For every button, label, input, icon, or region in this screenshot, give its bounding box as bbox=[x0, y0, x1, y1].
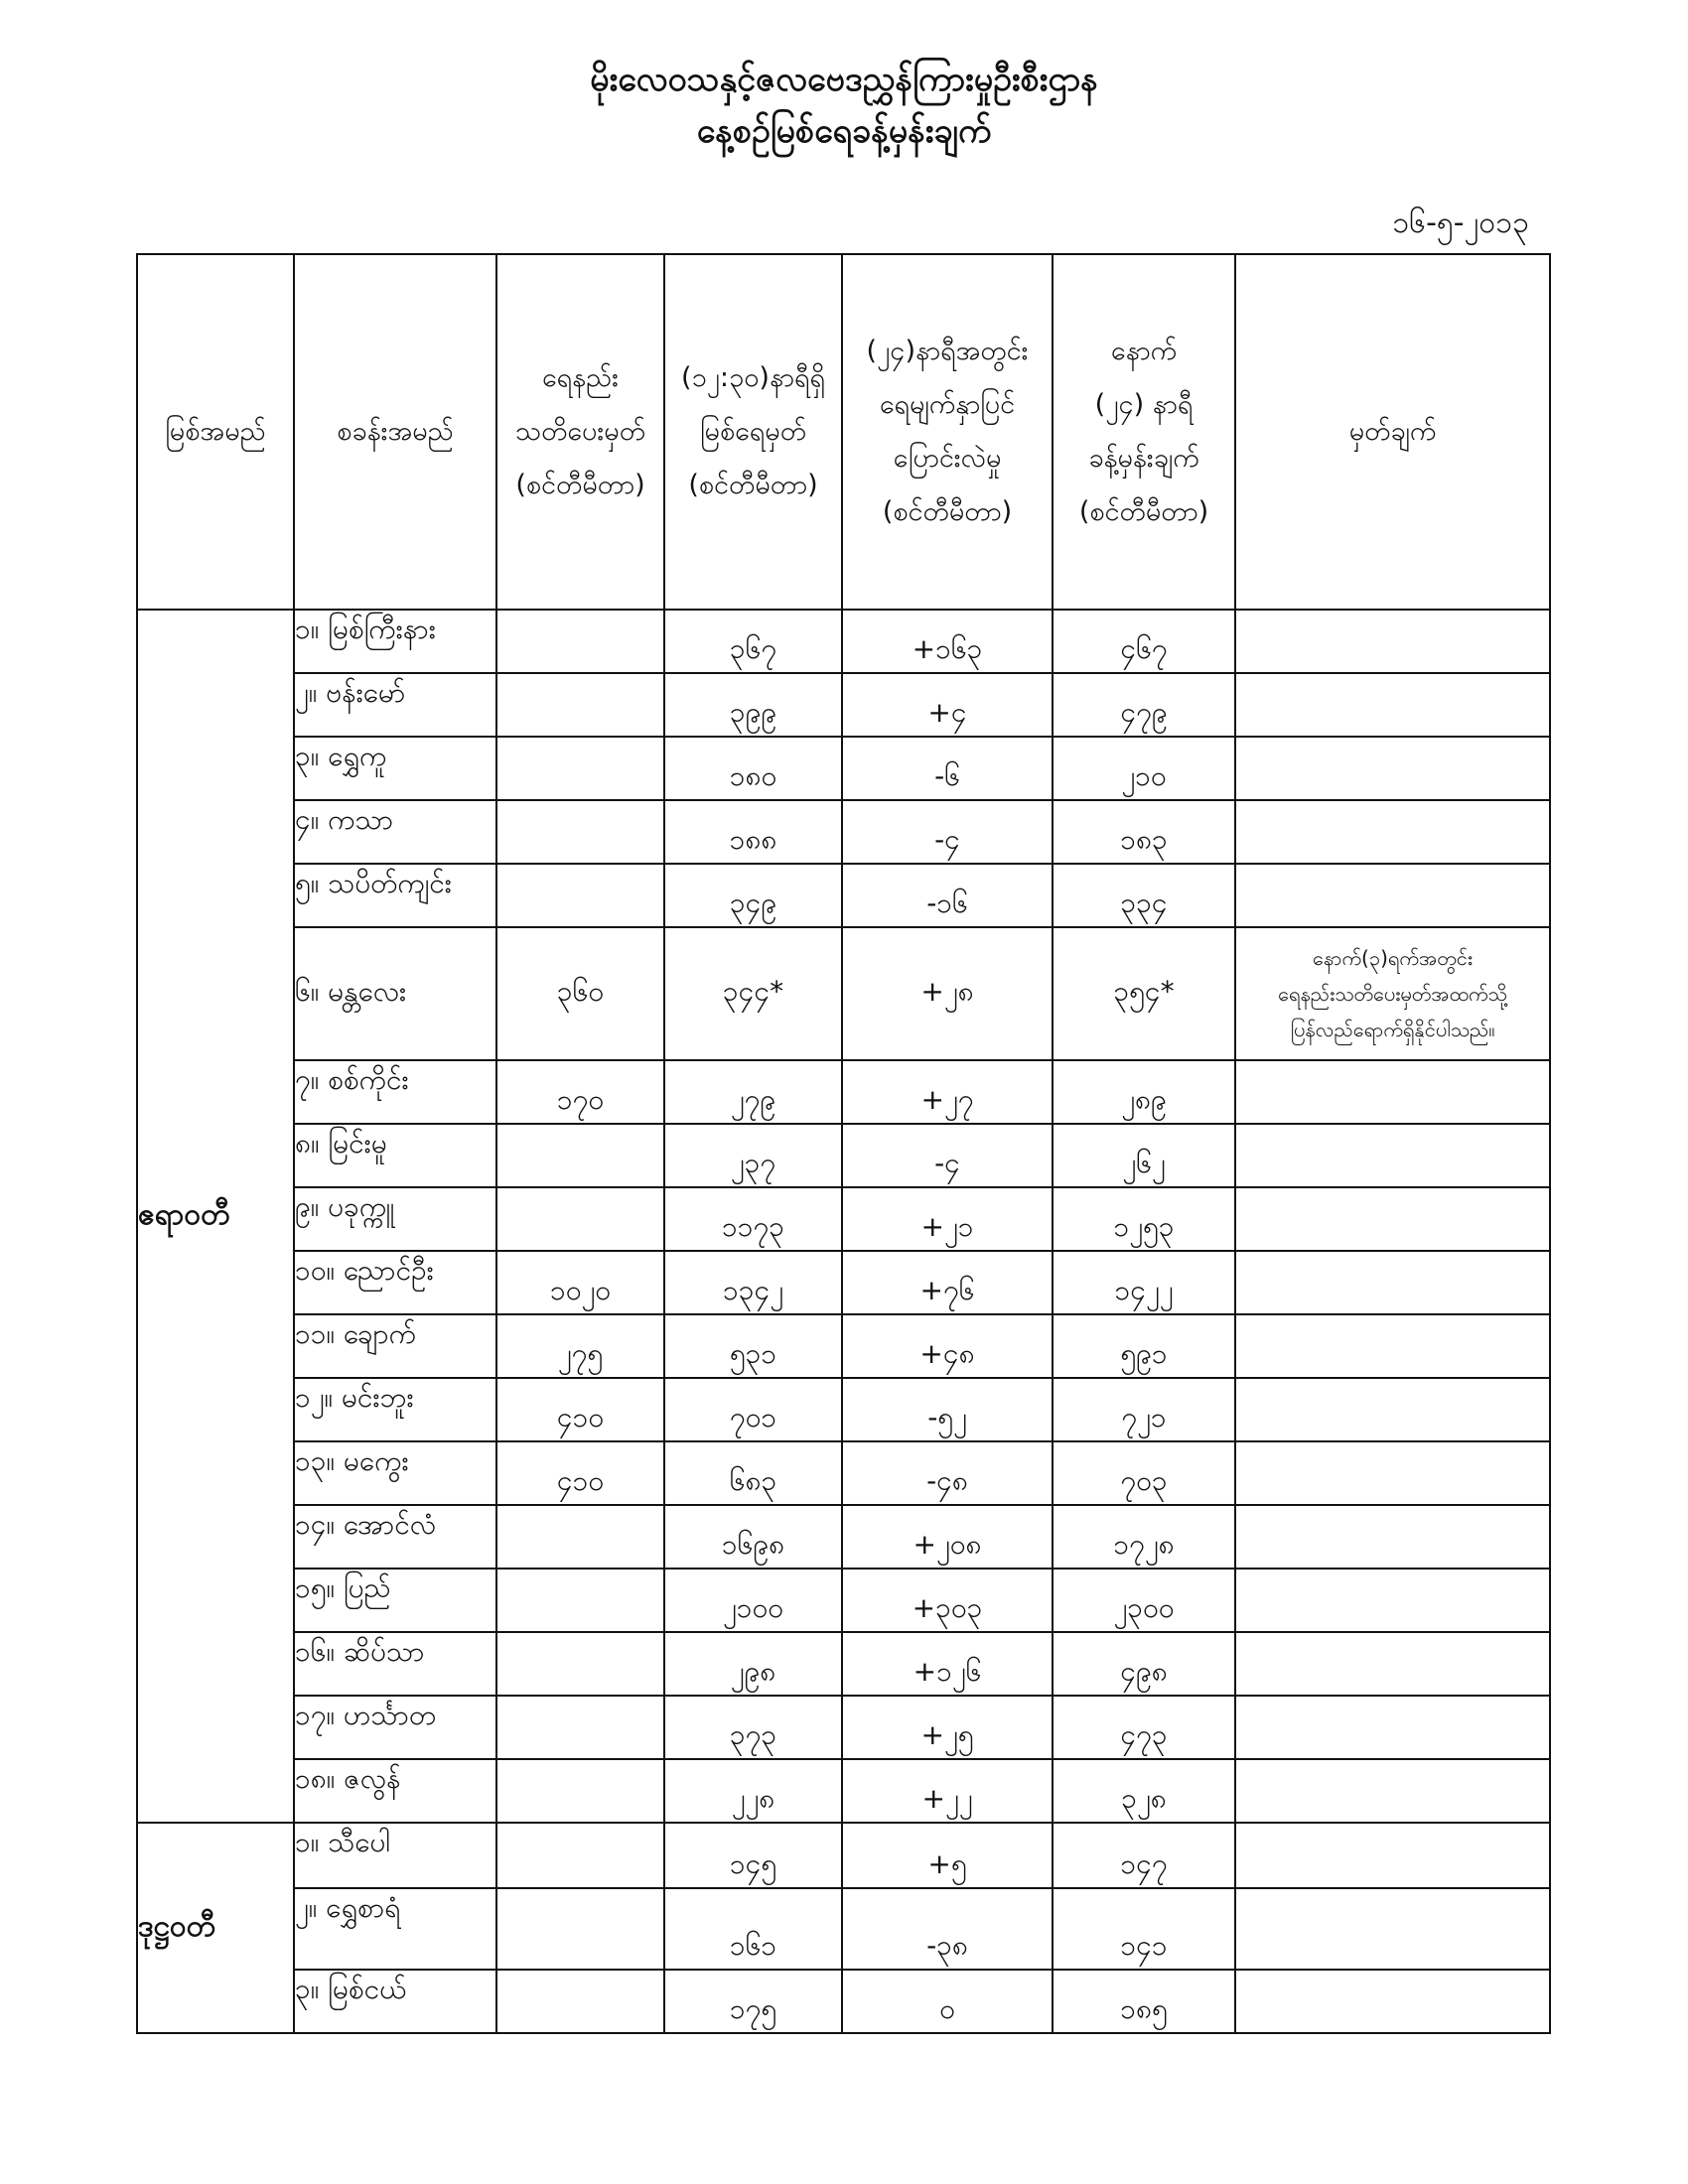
table-row bbox=[137, 737, 1550, 800]
forecast-cell: ၄၇၉ bbox=[1053, 673, 1235, 737]
station-name: ၃။ မြစ်ငယ် bbox=[294, 1970, 496, 2033]
station-name: ၁၂။ မင်းဘူး bbox=[294, 1378, 496, 1441]
change-cell: +၁၂၆ bbox=[842, 1632, 1053, 1696]
station-name: ၁၅။ ပြည် bbox=[294, 1569, 496, 1632]
change-cell: +၂၁ bbox=[842, 1187, 1053, 1251]
change-cell: ၀ bbox=[842, 1970, 1053, 2033]
station-name: ၁။ သီပေါ bbox=[294, 1823, 496, 1888]
col-river: မြစ်အမည် bbox=[137, 254, 294, 610]
table-row bbox=[137, 864, 1550, 927]
danger-level-cell bbox=[496, 800, 664, 864]
water-level-cell: ၁၄၅ bbox=[664, 1823, 842, 1888]
table-row bbox=[137, 1060, 1550, 1124]
danger-level-cell bbox=[496, 864, 664, 927]
change-cell: -၄၈ bbox=[842, 1441, 1053, 1505]
forecast-cell: ၂၆၂ bbox=[1053, 1124, 1235, 1187]
remark-line: နောက်(၃)ရက်အတွင်း bbox=[1313, 946, 1473, 970]
change-cell: +၂၀၈ bbox=[842, 1505, 1053, 1569]
station-name: ၈။ မြင်းမူ bbox=[294, 1124, 496, 1187]
danger-level-cell bbox=[496, 1569, 664, 1632]
forecast-cell: ၁၈၃ bbox=[1053, 800, 1235, 864]
remark-cell bbox=[1235, 1124, 1550, 1187]
table-row bbox=[137, 1441, 1550, 1505]
forecast-cell: ၄၆၇ bbox=[1053, 610, 1235, 673]
change-cell: +၂၅ bbox=[842, 1696, 1053, 1759]
remark-cell bbox=[1235, 1060, 1550, 1124]
change-cell: +၄ bbox=[842, 673, 1053, 737]
forecast-table bbox=[136, 253, 1551, 2034]
change-cell: +၅ bbox=[842, 1823, 1053, 1888]
station-name: ၁။ မြစ်ကြီးနား bbox=[294, 610, 496, 673]
water-level-cell: ၁၈၀ bbox=[664, 737, 842, 800]
table-row bbox=[137, 610, 1550, 673]
change-cell: -၃၈ bbox=[842, 1888, 1053, 1970]
water-level-cell: ၂၂၈ bbox=[664, 1759, 842, 1823]
table-row bbox=[137, 1251, 1550, 1314]
remark-cell bbox=[1235, 1888, 1550, 1970]
forecast-cell: ၃၂၈ bbox=[1053, 1759, 1235, 1823]
remark-cell bbox=[1235, 737, 1550, 800]
water-level-cell: ၁၁၇၃ bbox=[664, 1187, 842, 1251]
danger-level-cell bbox=[496, 673, 664, 737]
remark-cell bbox=[1235, 1759, 1550, 1823]
col-forecast: နောက် (၂၄) နာရီ ခန့်မှန်းချက် (စင်တီမီတာ) bbox=[1053, 254, 1235, 610]
change-cell: -၆ bbox=[842, 737, 1053, 800]
water-level-cell: ၃၇၃ bbox=[664, 1696, 842, 1759]
forecast-cell: ၅၉၁ bbox=[1053, 1314, 1235, 1378]
forecast-cell: ၇၂၁ bbox=[1053, 1378, 1235, 1441]
remark-cell bbox=[1235, 864, 1550, 927]
remark-line: ရေနည်းသတိပေးမှတ်အထက်သို့ bbox=[1278, 982, 1507, 1006]
change-cell: -၄ bbox=[842, 1124, 1053, 1187]
col-danger-level: ရေနည်း သတိပေးမှတ် (စင်တီမီတာ) bbox=[496, 254, 664, 610]
station-name: ၇။ စစ်ကိုင်း bbox=[294, 1060, 496, 1124]
water-level-cell: ၁၆၉၈ bbox=[664, 1505, 842, 1569]
table-row bbox=[137, 927, 1550, 1060]
remark-cell bbox=[1235, 1569, 1550, 1632]
change-cell: -၄ bbox=[842, 800, 1053, 864]
danger-level-cell: ၃၆၀ bbox=[496, 927, 664, 1060]
table-row bbox=[137, 1187, 1550, 1251]
station-name: ၁၆။ ဆိပ်သာ bbox=[294, 1632, 496, 1696]
table-row bbox=[137, 1632, 1550, 1696]
station-name: ၁၄။ အောင်လံ bbox=[294, 1505, 496, 1569]
danger-level-cell bbox=[496, 1505, 664, 1569]
water-level-cell: ၁၃၄၂ bbox=[664, 1251, 842, 1314]
table-row bbox=[137, 1823, 1550, 1888]
change-cell: +၂၇ bbox=[842, 1060, 1053, 1124]
col-remarks: မှတ်ချက် bbox=[1235, 254, 1550, 610]
col-24h-change: (၂၄)နာရီအတွင်း ရေမျက်နှာပြင် ပြောင်းလဲမှု (စင်တီမီတာ) bbox=[842, 254, 1053, 610]
station-name: ၅။ သပိတ်ကျင်း bbox=[294, 864, 496, 927]
table-row bbox=[137, 1378, 1550, 1441]
danger-level-cell: ၁၇၀ bbox=[496, 1060, 664, 1124]
forecast-cell: ၃၅၄* bbox=[1053, 927, 1235, 1060]
danger-level-cell bbox=[496, 610, 664, 673]
remark-cell bbox=[1235, 1441, 1550, 1505]
remark-cell bbox=[1235, 1970, 1550, 2033]
col-water-level: (၁၂:၃၀)နာရီရှိ မြစ်ရေမှတ် (စင်တီမီတာ) bbox=[664, 254, 842, 610]
remark-cell bbox=[1235, 1251, 1550, 1314]
forecast-cell: ၃၃၄ bbox=[1053, 864, 1235, 927]
forecast-cell: ၁၄၂၂ bbox=[1053, 1251, 1235, 1314]
station-name: ၁၈။ ဇလွန် bbox=[294, 1759, 496, 1823]
change-cell: +၇၆ bbox=[842, 1251, 1053, 1314]
change-cell: +၃၀၃ bbox=[842, 1569, 1053, 1632]
danger-level-cell: ၂၇၅ bbox=[496, 1314, 664, 1378]
danger-level-cell bbox=[496, 1759, 664, 1823]
forecast-cell: ၂၁၀ bbox=[1053, 737, 1235, 800]
station-name: ၁၃။ မကွေး bbox=[294, 1441, 496, 1505]
table-body bbox=[137, 610, 1550, 2033]
forecast-cell: ၁၄၇ bbox=[1053, 1823, 1235, 1888]
remark-line: ပြန်လည်ရောက်ရှိနိုင်ပါသည်။ bbox=[1290, 1018, 1495, 1041]
danger-level-cell bbox=[496, 1823, 664, 1888]
change-cell: -၅၂ bbox=[842, 1378, 1053, 1441]
forecast-cell: ၂၈၉ bbox=[1053, 1060, 1235, 1124]
table-row bbox=[137, 1759, 1550, 1823]
water-level-cell: ၃၄၉ bbox=[664, 864, 842, 927]
water-level-cell: ၆၈၃ bbox=[664, 1441, 842, 1505]
region-name: ဒုဋ္ဌဝတီ bbox=[137, 1823, 294, 2033]
col-station: စခန်းအမည် bbox=[294, 254, 496, 610]
forecast-cell: ၁၇၂၈ bbox=[1053, 1505, 1235, 1569]
water-level-cell: ၇၀၁ bbox=[664, 1378, 842, 1441]
table-row bbox=[137, 1569, 1550, 1632]
remark-cell bbox=[1235, 1378, 1550, 1441]
forecast-cell: ၄၇၃ bbox=[1053, 1696, 1235, 1759]
station-name: ၄။ ကသာ bbox=[294, 800, 496, 864]
remark-cell bbox=[1235, 1187, 1550, 1251]
danger-level-cell bbox=[496, 1970, 664, 2033]
remark-cell bbox=[1235, 1823, 1550, 1888]
table-row bbox=[137, 1124, 1550, 1187]
forecast-cell: ၁၈၅ bbox=[1053, 1970, 1235, 2033]
remark-cell bbox=[1235, 1632, 1550, 1696]
station-name: ၉။ ပခုက္ကူ bbox=[294, 1187, 496, 1251]
water-level-cell: ၂၁၀၀ bbox=[664, 1569, 842, 1632]
page-subtitle: နေ့စဉ်မြစ်ရေခန့်မှန်းချက် bbox=[696, 111, 992, 151]
danger-level-cell bbox=[496, 1888, 664, 1970]
station-name: ၂။ ဗန်းမော် bbox=[294, 673, 496, 737]
water-level-cell: ၂၃၇ bbox=[664, 1124, 842, 1187]
forecast-cell: ၇၀၃ bbox=[1053, 1441, 1235, 1505]
danger-level-cell bbox=[496, 737, 664, 800]
danger-level-cell bbox=[496, 1696, 664, 1759]
water-level-cell: ၂၇၉ bbox=[664, 1060, 842, 1124]
danger-level-cell bbox=[496, 1632, 664, 1696]
table-row bbox=[137, 1505, 1550, 1569]
station-name: ၁၀။ ညောင်ဦး bbox=[294, 1251, 496, 1314]
table-row bbox=[137, 673, 1550, 737]
table-row bbox=[137, 1314, 1550, 1378]
forecast-cell: ၄၉၈ bbox=[1053, 1632, 1235, 1696]
change-cell: +၁၆၃ bbox=[842, 610, 1053, 673]
change-cell: +၂၈ bbox=[842, 927, 1053, 1060]
table-row bbox=[137, 800, 1550, 864]
water-level-cell: ၃၄၄* bbox=[664, 927, 842, 1060]
station-name: ၃။ ရွှေကူ bbox=[294, 737, 496, 800]
page-title: မိုးလေဝသနှင့်ဇလဗေဒညွှန်ကြားမှုဦးစီးဌာန bbox=[590, 60, 1098, 99]
water-level-cell: ၁၈၈ bbox=[664, 800, 842, 864]
table-row bbox=[137, 1696, 1550, 1759]
change-cell: +၂၂ bbox=[842, 1759, 1053, 1823]
danger-level-cell: ၄၁၀ bbox=[496, 1378, 664, 1441]
table-row bbox=[137, 1970, 1550, 2033]
water-level-cell: ၅၃၁ bbox=[664, 1314, 842, 1378]
table-row bbox=[137, 1888, 1550, 1970]
forecast-cell: ၂၃၀၀ bbox=[1053, 1569, 1235, 1632]
remark-cell bbox=[1235, 610, 1550, 673]
water-level-cell: ၂၉၈ bbox=[664, 1632, 842, 1696]
station-name: ၁၁။ ချောက် bbox=[294, 1314, 496, 1378]
water-level-cell: ၁၆၁ bbox=[664, 1888, 842, 1970]
danger-level-cell bbox=[496, 1187, 664, 1251]
station-name: ၁၇။ ဟင်္သာတ bbox=[294, 1696, 496, 1759]
station-name: ၆။ မန္တလေး bbox=[294, 927, 496, 1060]
remark-cell bbox=[1235, 927, 1550, 1060]
report-date: ၁၆-၅-၂၀၁၃ bbox=[1392, 205, 1529, 240]
forecast-cell: ၁၄၁ bbox=[1053, 1888, 1235, 1970]
remark-cell bbox=[1235, 673, 1550, 737]
remark-cell bbox=[1235, 1505, 1550, 1569]
danger-level-cell: ၁၀၂၀ bbox=[496, 1251, 664, 1314]
water-level-cell: ၃၆၇ bbox=[664, 610, 842, 673]
danger-level-cell bbox=[496, 1124, 664, 1187]
water-level-cell: ၃၉၉ bbox=[664, 673, 842, 737]
forecast-cell: ၁၂၅၃ bbox=[1053, 1187, 1235, 1251]
change-cell: -၁၆ bbox=[842, 864, 1053, 927]
remark-cell bbox=[1235, 800, 1550, 864]
region-name: ဧရာဝတီ bbox=[137, 610, 294, 1823]
change-cell: +၄၈ bbox=[842, 1314, 1053, 1378]
station-name: ၂။ ရွှေစာရံ bbox=[294, 1888, 496, 1970]
remark-cell bbox=[1235, 1696, 1550, 1759]
danger-level-cell: ၄၁၀ bbox=[496, 1441, 664, 1505]
remark-cell bbox=[1235, 1314, 1550, 1378]
table-header-row bbox=[137, 254, 1550, 610]
water-level-cell: ၁၇၅ bbox=[664, 1970, 842, 2033]
